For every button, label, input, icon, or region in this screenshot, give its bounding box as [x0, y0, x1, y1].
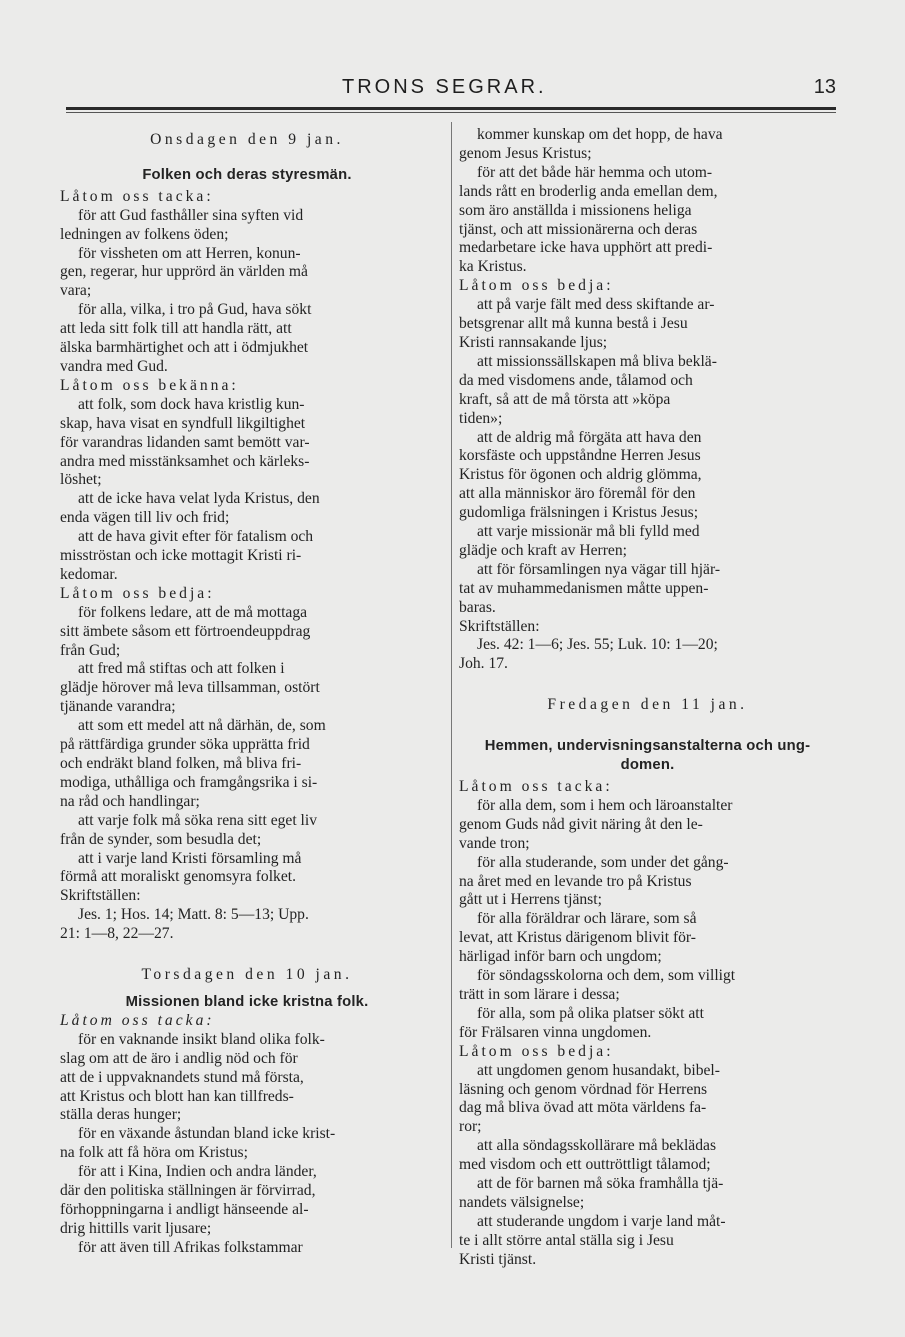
prayer-line: förmå att moraliskt genomsyra folket.	[60, 868, 297, 886]
prayer-line: från de synder, som besudla det;	[60, 830, 262, 848]
prayer-line: läsning och genom vördnad för Herrens	[459, 1080, 708, 1098]
prayer-line: löshet;	[60, 471, 102, 489]
prayer-line: Kristus för ögonen och aldrig glömma,	[459, 466, 702, 484]
right-column	[459, 126, 836, 1270]
prayer-line: att ungdomen genom husandakt, bibel-	[477, 1061, 720, 1079]
day-heading: Onsdagen den 9 jan.	[150, 131, 344, 148]
scripture-refs: Joh. 17.	[459, 655, 508, 673]
prayer-intro: Låtom oss tacka:	[60, 187, 214, 205]
prayer-line: älska barmhärtighet och att i ödmjukhet	[60, 339, 309, 357]
prayer-line: enda vägen till liv och frid;	[60, 509, 230, 527]
prayer-line: för att även till Afrikas folkstammar	[78, 1238, 303, 1256]
prayer-line: vande tron;	[459, 834, 530, 852]
prayer-line: att varje missionär må bli fylld med	[477, 523, 700, 541]
prayer-line: sitt ämbete såsom ett förtroendeuppdrag	[60, 622, 311, 640]
prayer-intro: Låtom oss bedja:	[459, 1042, 614, 1060]
prayer-line: från Gud;	[60, 641, 121, 659]
prayer-line: trätt in som lärare i dessa;	[459, 985, 620, 1003]
header-rule	[66, 107, 836, 110]
prayer-line: tjänande varandra;	[60, 698, 176, 716]
column-divider	[451, 122, 452, 1248]
prayer-line: levat, att Kristus därigenom blivit för-	[459, 929, 697, 947]
prayer-line: att fred må stiftas och att folken i	[78, 660, 285, 678]
scripture-refs: 21: 1—8, 22—27.	[60, 925, 174, 943]
prayer-line: att folk, som dock hava kristlig kun-	[78, 395, 305, 413]
prayer-line: för att Gud fasthåller sina syften vid	[78, 206, 304, 224]
prayer-intro: Låtom oss bedja:	[60, 584, 215, 602]
prayer-line: att som ett medel att nå därhän, de, som	[78, 717, 326, 735]
prayer-line: vara;	[60, 282, 92, 300]
prayer-line: att leda sitt folk till att handla rätt, att	[60, 320, 292, 338]
day-heading: Torsdagen den 10 jan.	[141, 966, 353, 984]
prayer-line: kommer kunskap om det hopp, de hava	[477, 126, 723, 143]
section-title: Hemmen, undervisningsanstalterna och ung-	[484, 738, 811, 755]
prayer-line: att alla söndagsskollärare må beklädas	[477, 1137, 717, 1155]
prayer-line: för alla föräldrar och lärare, som så	[477, 910, 697, 928]
prayer-line: skap, hava visat en syndfull likgiltighet	[60, 414, 306, 432]
prayer-line: att missionssällskapen må bliva beklä-	[477, 352, 717, 370]
prayer-line: ställa deras hunger;	[60, 1106, 182, 1124]
prayer-line: vandra med Gud.	[60, 357, 168, 375]
prayer-line: Kristi tjänst.	[459, 1250, 537, 1268]
prayer-line: genom Jesus Kristus;	[459, 144, 592, 162]
prayer-line: att för församlingen nya vägar till hjär-	[477, 560, 721, 578]
prayer-line: slag om att de äro i andlig nöd och för	[60, 1049, 298, 1067]
section-title: Missionen bland icke kristna folk.	[125, 993, 369, 1010]
prayer-line: för att i Kina, Indien och andra länder,	[78, 1163, 317, 1181]
scripture-label: Skriftställen:	[459, 617, 540, 635]
prayer-intro: Låtom oss tacka:	[60, 1011, 215, 1029]
day-heading: Fredagen den 11 jan.	[547, 696, 748, 714]
scripture-refs: Jes. 42: 1—6; Jes. 55; Luk. 10: 1—20;	[477, 636, 718, 654]
prayer-line: baras.	[459, 598, 496, 616]
left-column	[60, 126, 434, 1258]
prayer-line: tiden»;	[459, 409, 503, 427]
section-title: Folken och deras styresmän.	[142, 166, 352, 183]
prayer-line: na råd och handlingar;	[60, 792, 200, 810]
prayer-line: att de i uppvaknandets stund må första,	[60, 1068, 304, 1086]
prayer-line: där den politiska ställningen är förvirrad,	[60, 1182, 316, 1200]
prayer-line: kraft, så att de må törsta att »köpa	[459, 390, 671, 408]
prayer-line: drig hittills varit ljusare;	[60, 1219, 212, 1237]
prayer-line: att på varje fält med dess skiftande ar-	[477, 296, 715, 314]
prayer-line: andra med misstänksamhet och kärleks-	[60, 452, 310, 470]
prayer-line: lands rått en broderlig anda emellan dem,	[459, 182, 718, 200]
prayer-line: att Kristus och blott han kan tillfreds-	[60, 1087, 294, 1105]
prayer-line: ledningen av folkens öden;	[60, 225, 229, 243]
prayer-line: ka Kristus.	[459, 258, 527, 276]
prayer-line: korsfäste och uppståndne Herren Jesus	[459, 447, 701, 465]
prayer-line: för att det både här hemma och utom-	[477, 163, 713, 181]
prayer-line: misströstan och icke mottagit Kristi ri-	[60, 547, 302, 565]
prayer-line: att varje folk må söka rena sitt eget liv	[78, 811, 318, 829]
scripture-label: Skriftställen:	[60, 887, 141, 905]
prayer-line: gen, regerar, hur upprörd än världen må	[60, 263, 308, 281]
prayer-line: att studerande ungdom i varje land måt-	[477, 1212, 726, 1230]
prayer-line: kedomar.	[60, 565, 118, 583]
prayer-line: för Frälsaren vinna ungdomen.	[459, 1023, 652, 1041]
prayer-line: gudomliga frälsningen i Kristus Jesus;	[459, 504, 699, 522]
prayer-line: med visdom och ett outtröttligt tålamod;	[459, 1156, 711, 1174]
prayer-line: glädje hörover må leva tillsamman, ostört	[60, 679, 320, 697]
prayer-line: Kristi rannsakande ljus;	[459, 333, 608, 351]
prayer-line: tat av muhammedanismen måtte uppen-	[459, 579, 709, 597]
prayer-line: betsgrenar allt må kunna bestå i Jesu	[459, 315, 688, 333]
header-rule-thin	[66, 112, 836, 113]
prayer-line: och endräkt bland folken, må bliva fri-	[60, 755, 302, 772]
prayer-line: da med visdomens ande, tålamod och	[459, 371, 693, 389]
scripture-refs: Jes. 1; Hos. 14; Matt. 8: 5—13; Upp.	[78, 906, 309, 924]
prayer-line: att de icke hava velat lyda Kristus, den	[78, 490, 320, 508]
prayer-line: för varandras lidanden samt bemött var-	[60, 433, 310, 451]
prayer-line: för alla, vilka, i tro på Gud, hava sökt	[78, 301, 312, 319]
prayer-intro: Låtom oss tacka:	[459, 778, 613, 795]
prayer-line: för söndagsskolorna och dem, som villigt	[477, 967, 736, 985]
prayer-line: att de hava givit efter för fatalism och	[78, 528, 314, 546]
prayer-line: tjänst, och att missionärerna och deras	[459, 220, 698, 238]
prayer-line: att i varje land Kristi församling må	[78, 849, 302, 867]
prayer-line: glädje och kraft av Herren;	[459, 541, 627, 559]
page-number: 13	[813, 76, 836, 98]
prayer-line: genom Guds nåd givit näring åt den le-	[459, 815, 703, 833]
prayer-line: att de för barnen må söka framhålla tjä-	[477, 1175, 724, 1193]
prayer-line: gått ut i Herrens tjänst;	[459, 891, 602, 909]
prayer-line: att alla människor äro föremål för den	[459, 485, 696, 503]
prayer-line: för alla, som på olika platser sökt att	[477, 1004, 704, 1022]
prayer-line: för alla dem, som i hem och läroanstalter	[477, 796, 733, 814]
prayer-line: för vissheten om att Herren, konun-	[78, 244, 301, 262]
prayer-intro: Låtom oss bekänna:	[60, 376, 239, 394]
prayer-line: härligad inför barn och ungdom;	[459, 948, 662, 966]
prayer-line: för en vaknande insikt bland olika folk-	[78, 1030, 325, 1048]
prayer-line: förhoppningarna i andligt hänseende al-	[60, 1200, 309, 1218]
prayer-line: te i allt större antal ställa sig i Jesu	[459, 1231, 674, 1249]
prayer-line: för alla studerande, som under det gång-	[477, 853, 729, 871]
prayer-line: ror;	[459, 1118, 482, 1136]
prayer-line: på rättfärdiga grunder söka upprätta frid	[60, 736, 310, 754]
prayer-intro: Låtom oss bedja:	[459, 277, 614, 295]
prayer-line: dag må bliva övad att möta världens fa-	[459, 1099, 707, 1117]
page-header	[66, 76, 836, 102]
prayer-line: nandets välsignelse;	[459, 1193, 585, 1211]
prayer-line: som äro anställda i missionens heliga	[459, 201, 692, 219]
section-title: domen.	[620, 757, 675, 774]
prayer-line: na året med en levande tro på Kristus	[459, 872, 692, 890]
prayer-line: att de aldrig må förgäta att hava den	[477, 428, 702, 446]
prayer-line: modiga, uthålliga och framgångsrika i si-	[60, 773, 318, 791]
running-title: TRONS SEGRAR.	[342, 76, 547, 98]
prayer-line: medarbetare icke hava upphört att predi-	[459, 239, 713, 257]
prayer-line: för en växande åstundan bland icke krist-	[78, 1125, 336, 1143]
prayer-line: för folkens ledare, att de må mottaga	[78, 603, 308, 621]
prayer-line: na folk att få höra om Kristus;	[60, 1144, 248, 1162]
